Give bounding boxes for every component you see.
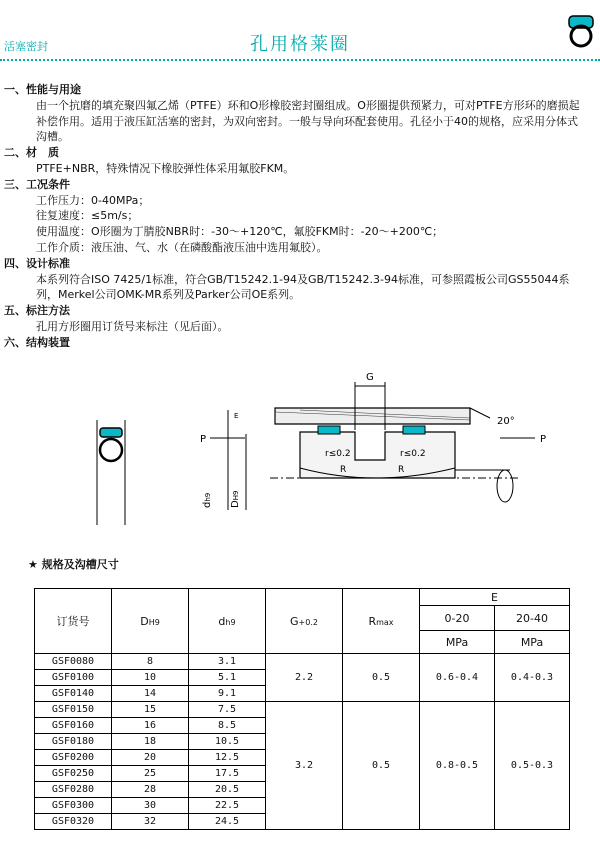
condition-temperature: 使用温度：O形圈为丁腈胶NBR时：-30～+120℃，氟胶FKM时：-20～+200℃； <box>36 225 444 239</box>
cell-D: 15 <box>112 702 189 718</box>
cell-d: 8.5 <box>189 718 266 734</box>
cell-R: 0.5 <box>343 702 420 830</box>
big-radius-label-1: R <box>340 465 347 475</box>
table-row <box>35 702 570 718</box>
cell-E1: 0.6-0.4 <box>420 654 495 702</box>
condition-speed: 往复速度：≤5m/s； <box>36 209 139 223</box>
cell-d: 5.1 <box>189 670 266 686</box>
cell-D: 32 <box>112 814 189 830</box>
section-title-material: 二、材 质 <box>4 146 59 160</box>
dim-label-d: dh9 <box>202 492 213 508</box>
table-row <box>35 654 570 670</box>
col-E1-range: 0-20 <box>420 606 495 631</box>
cell-D: 16 <box>112 718 189 734</box>
cell-order-no: GSF0200 <box>35 750 112 766</box>
section-title-usage: 一、性能与用途 <box>4 83 81 96</box>
cell-G: 3.2 <box>266 702 343 830</box>
cell-D: 18 <box>112 734 189 750</box>
cell-D: 20 <box>112 750 189 766</box>
col-order-no: 订货号 <box>35 589 112 654</box>
section-title-conditions: 三、工况条件 <box>4 177 70 191</box>
table-caption: ★ 规格及沟槽尺寸 <box>28 558 119 571</box>
cell-d: 24.5 <box>189 814 266 830</box>
cell-order-no: GSF0100 <box>35 670 112 686</box>
cell-D: 25 <box>112 766 189 782</box>
col-E: E <box>420 589 570 606</box>
seal-ring-left <box>318 426 340 434</box>
radius-label-2: r≤0.2 <box>400 449 426 459</box>
cell-D: 10 <box>112 670 189 686</box>
cell-D: 8 <box>112 654 189 670</box>
cell-d: 9.1 <box>189 686 266 702</box>
cell-d: 20.5 <box>189 782 266 798</box>
spec-table-body <box>35 654 570 830</box>
section-material-text: PTFE+NBR，特殊情况下橡胶弹性体采用氟胶FKM。 <box>36 161 295 175</box>
seal-ring-right <box>403 426 425 434</box>
dim-label-D: DH9 <box>230 490 241 508</box>
angle-label: 20° <box>497 416 515 427</box>
col-G: G+0.2 <box>266 589 343 654</box>
cell-order-no: GSF0180 <box>35 734 112 750</box>
col-E2-unit: MPa <box>495 631 570 654</box>
cell-E1: 0.8-0.5 <box>420 702 495 830</box>
cell-order-no: GSF0150 <box>35 702 112 718</box>
cell-order-no: GSF0250 <box>35 766 112 782</box>
condition-pressure: 工作压力：0-40MPa； <box>36 193 150 207</box>
pressure-label-right: P <box>540 434 547 445</box>
dim-label-g: G <box>366 372 374 383</box>
spec-text <box>0 82 600 351</box>
cell-D: 30 <box>112 798 189 814</box>
cell-d: 12.5 <box>189 750 266 766</box>
radius-label-1: r≤0.2 <box>325 449 351 459</box>
cell-order-no: GSF0080 <box>35 654 112 670</box>
section-title-standard: 四、设计标准 <box>4 256 70 270</box>
cell-D: 28 <box>112 782 189 798</box>
cell-D: 14 <box>112 686 189 702</box>
col-E2-range: 20-40 <box>495 606 570 631</box>
header-divider <box>0 59 600 61</box>
cell-d: 22.5 <box>189 798 266 814</box>
big-radius-label-2: R <box>398 465 405 475</box>
cell-order-no: GSF0140 <box>35 686 112 702</box>
spec-table <box>34 588 570 830</box>
col-R: Rmax <box>343 589 420 654</box>
cell-order-no: GSF0320 <box>35 814 112 830</box>
cell-d: 3.1 <box>189 654 266 670</box>
section-standard-text: 本系列符合ISO 7425/1标准，符合GB/T15242.1-94及GB/T15242.3-94标准，可参照霞板公司GS55044系列，Merkel公司OMK-MR系列及Parker公司OE系列。 <box>36 272 570 302</box>
section-marking-text: 孔用方形圈用订货号来标注（见后面）。 <box>36 319 229 333</box>
cell-E2: 0.5-0.3 <box>495 702 570 830</box>
pressure-label-left: P <box>200 434 207 445</box>
seal-logo-icon <box>566 14 596 48</box>
col-E1-unit: MPa <box>420 631 495 654</box>
header-category: 活塞密封 <box>4 40 48 53</box>
cell-E2: 0.4-0.3 <box>495 654 570 702</box>
cell-order-no: GSF0280 <box>35 782 112 798</box>
col-d: dh9 <box>189 589 266 654</box>
cell-order-no: GSF0160 <box>35 718 112 734</box>
section-title-structure: 六、结构装置 <box>4 335 70 349</box>
section-usage-text: 由一个抗磨的填充聚四氟乙烯（PTFE）环和O形橡胶密封圈组成。O形圈提供预紧力，可对PTFE方形环的磨损起补偿作用。适用于液压缸活塞的密封，为双向密封。一般与导向环配套使用。孔径小于40的规格，应采用分体式沟槽。 <box>36 98 580 144</box>
cell-d: 17.5 <box>189 766 266 782</box>
col-D: DH9 <box>112 589 189 654</box>
cell-R: 0.5 <box>343 654 420 702</box>
cell-d: 10.5 <box>189 734 266 750</box>
cell-order-no: GSF0300 <box>35 798 112 814</box>
seal-installation-diagram <box>0 360 600 540</box>
section-title-marking: 五、标注方法 <box>4 304 70 318</box>
page-title: 孔用格莱圈 <box>250 34 350 55</box>
condition-medium: 工作介质：液压油、气、水（在磷酸酯液压油中选用氟胶）。 <box>36 240 328 254</box>
piston-body <box>270 432 520 502</box>
cylinder-housing <box>275 408 490 424</box>
cell-d: 7.5 <box>189 702 266 718</box>
cell-G: 2.2 <box>266 654 343 702</box>
dim-label-e: E <box>234 412 239 420</box>
seal-cross-section-sketch <box>97 420 125 525</box>
